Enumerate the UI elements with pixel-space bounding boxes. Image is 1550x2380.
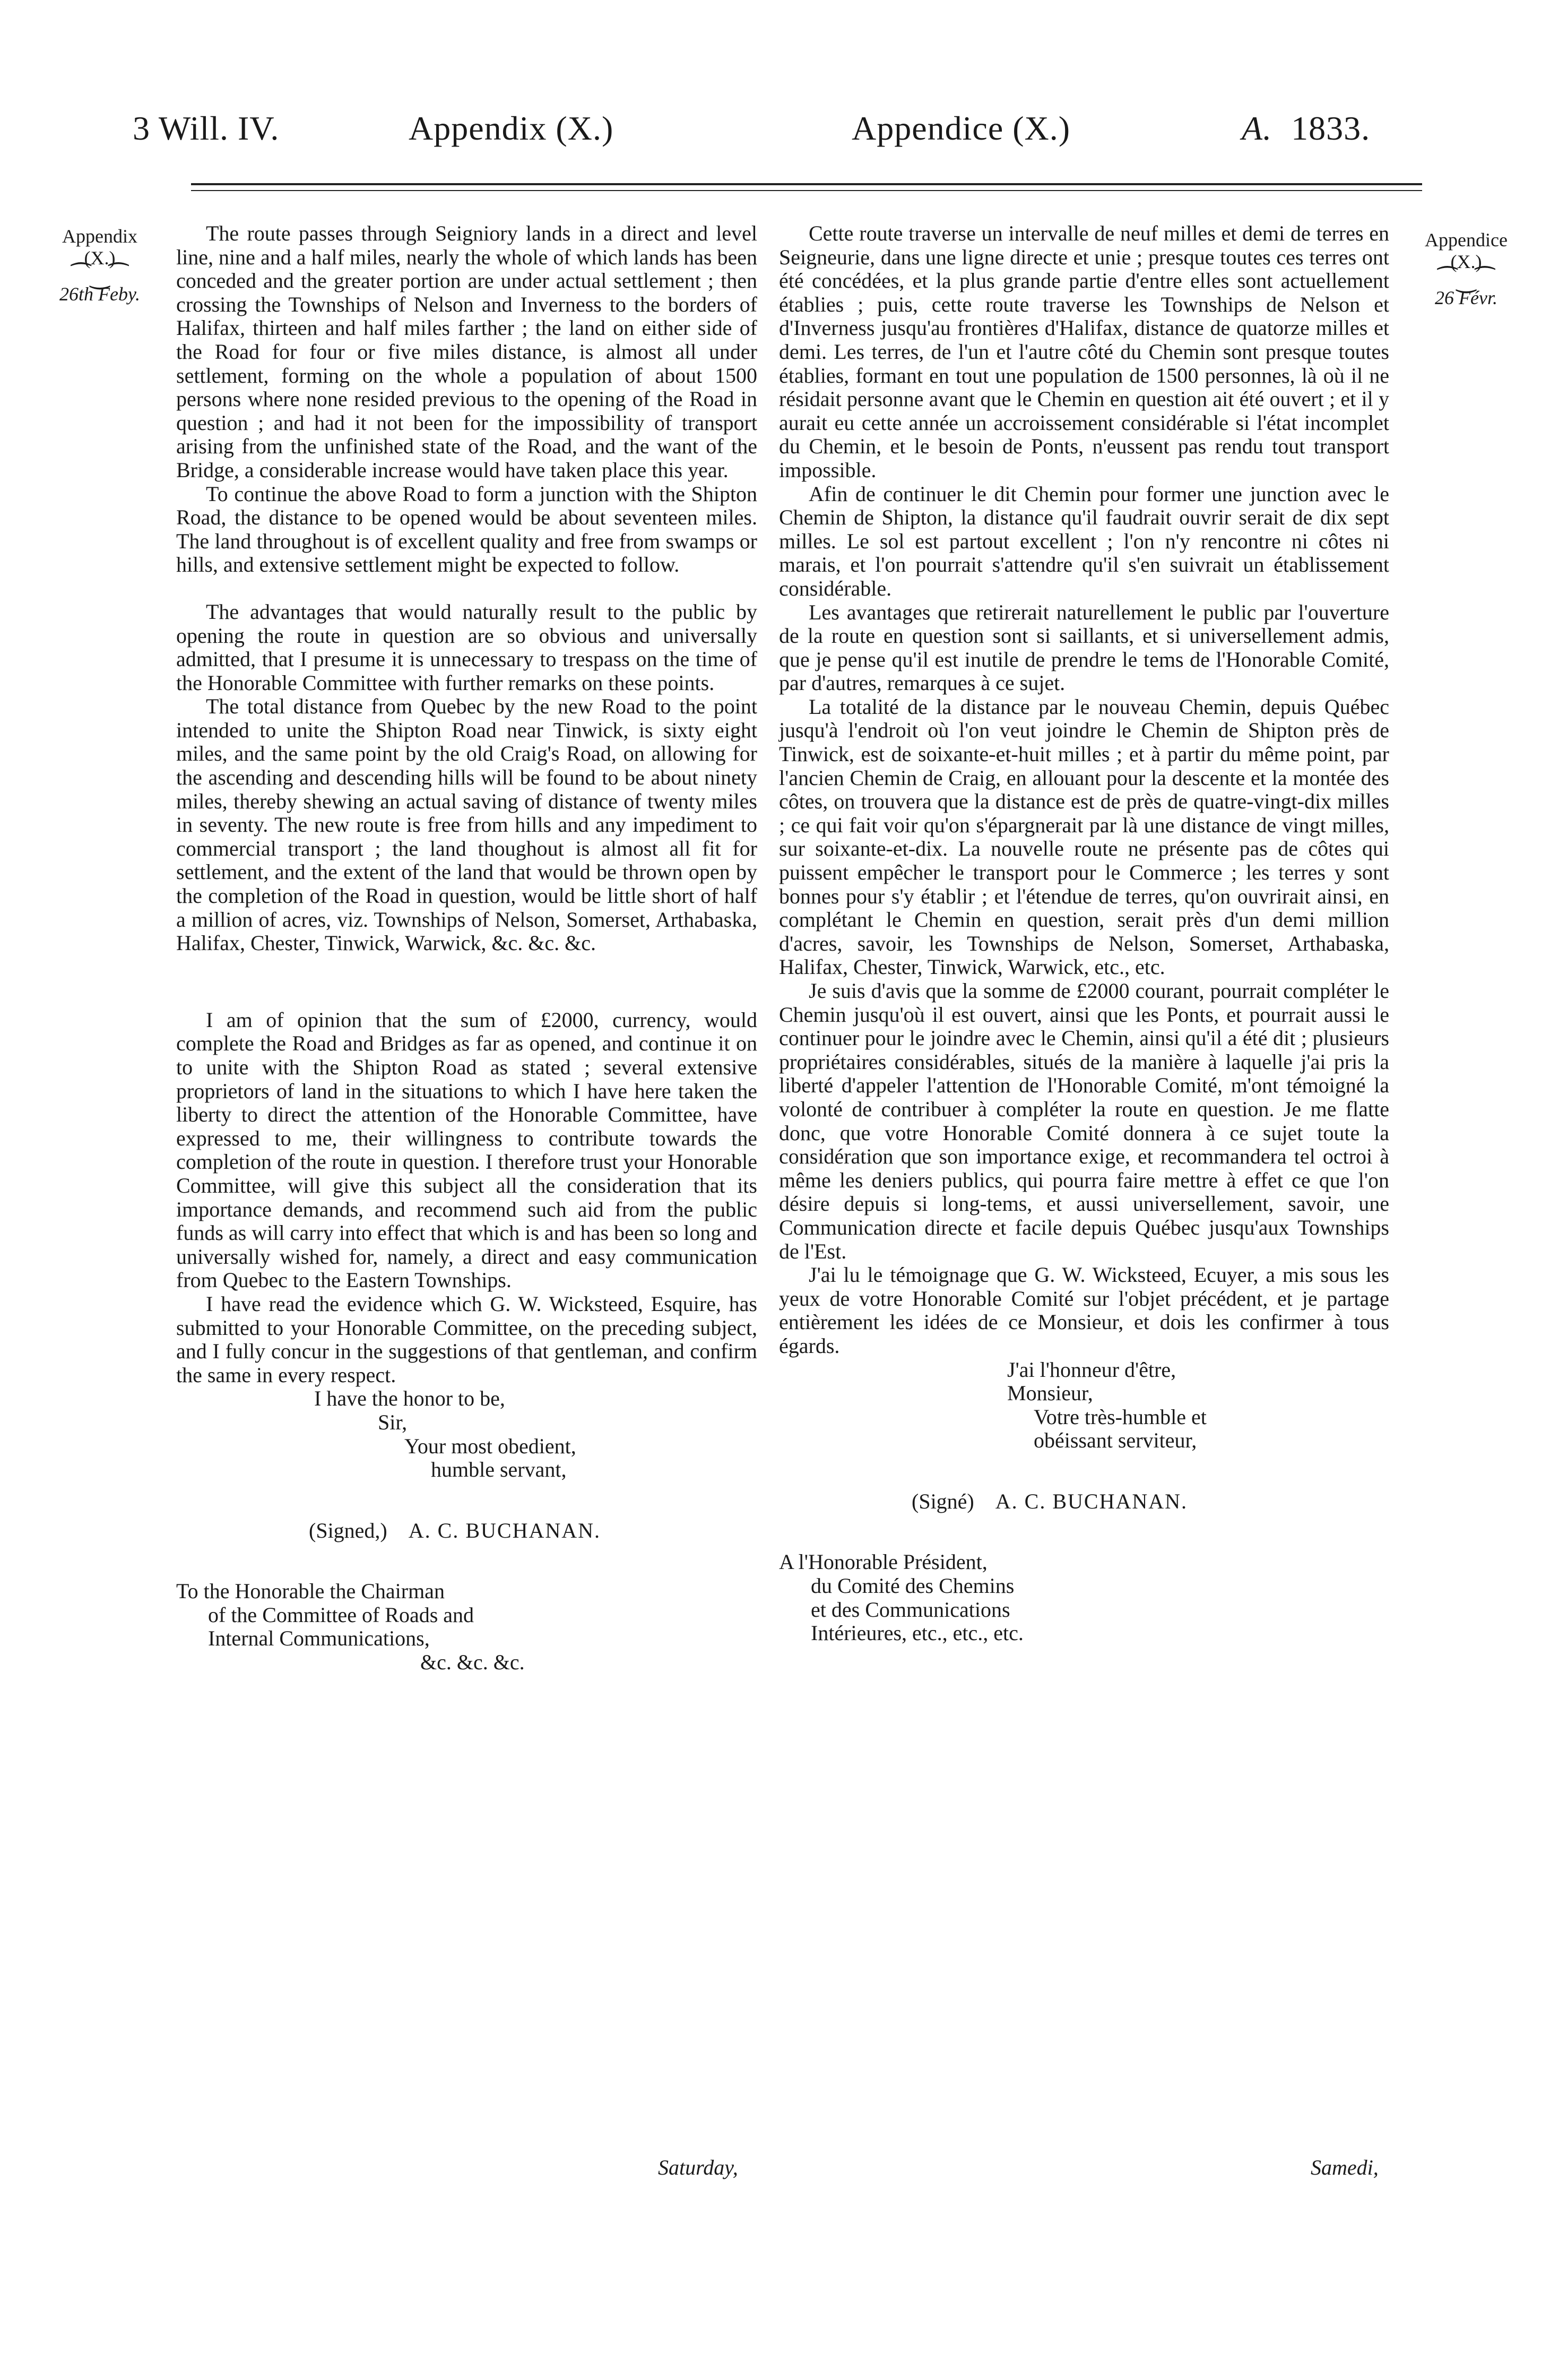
margin-right-mark: (X.) bbox=[1450, 251, 1482, 273]
english-column bbox=[176, 222, 757, 1675]
margin-left-label: Appendix bbox=[62, 226, 137, 247]
english-address-line: &c. &c. &c. bbox=[420, 1650, 525, 1675]
french-closing-servant: obéissant serviteur, bbox=[1034, 1428, 1197, 1453]
year-header bbox=[1242, 109, 1370, 167]
a-mark: A. bbox=[1242, 109, 1272, 147]
french-address-line: et des Communications bbox=[811, 1597, 1010, 1622]
english-signer-name: A. C. BUCHANAN. bbox=[408, 1518, 601, 1542]
english-address-block bbox=[176, 1580, 757, 1674]
french-paragraph-evidence: J'ai lu le témoignage que G. W. Wicksteed, Ecuyer, a mis sous les yeux de votre Honorable Comité sur l'objet précédent, et je partage entièrement les idées de ce Monsieur, et dois les confirmer à tous égards. bbox=[779, 1263, 1389, 1358]
english-paragraph-evidence: I have read the evidence which G. W. Wicksteed, Esquire, has submitted to your Honorable Committee, on the preceding subject, and I fully concur in the suggestions of that gentleman, and confirm the same in every respect. bbox=[176, 1291, 757, 1387]
french-salutation: Monsieur, bbox=[1007, 1381, 1093, 1405]
margin-left-mark: (X.) bbox=[84, 247, 116, 269]
french-address-line: Intérieures, etc., etc., etc. bbox=[811, 1621, 1024, 1645]
french-paragraph-route: Cette route traverse un intervalle de neuf milles et demi de terres en Seigneurie, dans une ligne directe et unie ; presque toutes ces terres ont été concédées, et la plus grande partie d'entre elles sont actuellement établies ; puis, cette route traverse les Townships de Nelson et d'Inverness jusqu'au frontières d'Halifax, distance de quatorze milles et demi. Les terres, de l'un et l'autre côté du Chemin sont presque toutes établies, formant en tout une population de 1500 personnes, là où il ne résidait personne avant que le Chemin en question ait été ouvert ; et il y aurait eu cette année un accroissement considérable si l'état incomplet du Chemin, et le besoin de Ponts, n'eussent pas rendu tout transport impossible. bbox=[779, 221, 1389, 482]
english-address-line: Internal Communications, bbox=[208, 1626, 430, 1651]
title-english: Appendix (X.) bbox=[409, 109, 614, 147]
french-signature-block bbox=[779, 1358, 1389, 1645]
french-closing-line: J'ai l'honneur d'être, bbox=[1007, 1357, 1176, 1382]
french-closing-humble: Votre très-humble et bbox=[1034, 1404, 1207, 1429]
english-paragraph-opinion: I am of opinion that the sum of £2000, currency, would complete the Road and Bridges as far as opened, and continue it on to unite with the Shipton Road as stated ; several extensive proprietors of land in the situations to which I have here taken the liberty to direct the attention of the Honorable Committee, have expressed to me, their willingness to contribute towards the completion of the route in question. I therefore trust your Honorable Committee, will give this subject all the consideration that its importance demands, and recommend such aid from the public funds as will carry into effect that which is and has been so long and universally wished for, namely, a direct and easy communication from Quebec to the Eastern Townships. bbox=[176, 1007, 757, 1292]
french-signed-label: (Signé) bbox=[912, 1489, 974, 1513]
english-signature-block bbox=[176, 1387, 757, 1674]
margin-left-date: 26th Feby. bbox=[59, 283, 140, 305]
english-signed bbox=[176, 1519, 757, 1543]
french-column bbox=[779, 222, 1389, 1645]
english-address-line: of the Committee of Roads and bbox=[208, 1602, 474, 1627]
margin-note-right bbox=[1395, 229, 1538, 309]
french-signer-name: A. C. BUCHANAN. bbox=[995, 1489, 1188, 1513]
french-address-line: du Comité des Chemins bbox=[811, 1574, 1015, 1598]
french-address-block bbox=[779, 1550, 1389, 1645]
year: 1833. bbox=[1291, 109, 1371, 147]
english-paragraph-route: The route passes through Seigniory lands in a direct and level line, nine and a half miles, nearly the whole of which lands has been conceded and the greater portion are under actual settlement ; then crossing the Townships of Nelson and Inverness to the borders of Halifax, thirteen and half miles farther ; the land on either side of the Road for four or five miles distance, is almost all under settlement, forming on the whole a population of about 1500 persons where none resided previous to the opening of the Road in question ; and had it not been for the impossibility of transport arising from the unfinished state of the Road, and the want of the Bridge, a considerable increase would have taken place this year. bbox=[176, 221, 757, 482]
french-paragraph-advantages: Les avantages que retirerait naturellement le public par l'ouverture de la route en question sont si saillants, et si universellement admis, que je pense qu'il est inutile de prendre le tems de l'Honorable Comité, par d'autres, remarques à ce sujet. bbox=[779, 600, 1389, 695]
french-signed bbox=[779, 1490, 1389, 1514]
brace-ornament-left: ⁀‿⁀ bbox=[71, 263, 128, 289]
english-address-line: To the Honorable the Chairman bbox=[176, 1579, 445, 1603]
header-rule-thin bbox=[191, 190, 1422, 191]
english-salutation: Sir, bbox=[378, 1410, 408, 1434]
english-closing-line: I have the honor to be, bbox=[314, 1386, 505, 1411]
english-closing-obedient: Your most obedient, bbox=[404, 1434, 576, 1458]
english-paragraph-continue: To continue the above Road to form a junction with the Shipton Road, the distance to be opened would be about seventeen miles. The land throughout is of excellent quality and free from swamps or hills, and extensive settlement might be expected to follow. bbox=[176, 481, 757, 577]
margin-right-label: Appendice bbox=[1425, 229, 1508, 251]
french-paragraph-distance: La totalité de la distance par le nouveau Chemin, depuis Québec jusqu'à l'endroit où l'on veut joindre le Chemin de Shipton près de Tinwick, est de soixante-et-huit milles ; et à partir du même point, par l'ancien Chemin de Craig, en allouant pour la descente et la montée des côtes, on trouvera que la distance est de près de quatre-vingt-dix milles ; ce qui fait voir qu'on s'épargnerait par là une distance de vingt milles, sur soixante-et-dix. La nouvelle route ne présente pas de côtes qui puissent empêcher le transport pour le Commerce ; les terres y sont bonnes pour s'y établir ; et l'étendue de terres, qu'on ouvrirait ainsi, en complétant le Chemin en question, serait près d'un demi million d'acres, savoir, les Townships de Nelson, Somerset, Arthabaska, Halifax, Chester, Tinwick, Warwick, etc., etc. bbox=[779, 694, 1389, 979]
title-french: Appendice (X.) bbox=[852, 109, 1071, 147]
brace-ornament-right: ⁀‿⁀ bbox=[1438, 266, 1495, 293]
french-paragraph-continue: Afin de continuer le dit Chemin pour former une junction avec le Chemin de Shipton, la distance qu'il faudrait ouvrir serait de dix sept milles. Le sol est partout excellent ; l'on n'y rencontre ni côtes ni marais, et l'on pourrait s'attendre qu'il s'en suivrait un établissement considérable. bbox=[779, 481, 1389, 600]
english-paragraph-distance: The total distance from Quebec by the new Road to the point intended to unite the Shipton Road near Tinwick, is sixty eight miles, and the same point by the old Craig's Road, on allowing for the ascending and descending hills will be found to be about ninety miles, thereby shewing an actual saving of distance of twenty miles in seventy. The new route is free from hills and any impediment to commercial transport ; the land thoughout is almost all fit for settlement, and the extent of the land that would be thrown open by the completion of the Road in question, would be little short of half a million of acres, viz. Townships of Nelson, Somerset, Arthabaska, Halifax, Chester, Tinwick, Warwick, &c. &c. &c. bbox=[176, 694, 757, 955]
english-catchword: Saturday, bbox=[658, 2155, 738, 2179]
session-header: 3 Will. IV. bbox=[133, 109, 280, 147]
margin-note-left bbox=[31, 226, 169, 306]
french-catchword: Samedi, bbox=[1311, 2155, 1379, 2179]
margin-right-date: 26 Févr. bbox=[1435, 287, 1497, 309]
english-closing-servant: humble servant, bbox=[431, 1458, 567, 1482]
english-paragraph-advantages: The advantages that would naturally result to the public by opening the route in question are so obvious and universally admitted, that I presume it is unnecessary to trespass on the time of the Honorable Committee with further remarks on these points. bbox=[176, 599, 757, 695]
english-signed-label: (Signed,) bbox=[309, 1518, 387, 1542]
french-paragraph-opinion: Je suis d'avis que la somme de £2000 courant, pourrait compléter le Chemin jusqu'où il est ouvert, ainsi que les Ponts, et pourrait aussi le continuer pour le joindre avec le Chemin, ainsi qu'il a été dit ; plusieurs propriétaires considérables, situés de la manière à laquelle j'ai pris la liberté d'appeler l'attention de l'Honorable Comité, m'ont témoigné la volonté de contribuer à compléter la route en question. Je me flatte donc, que votre Honorable Comité donnera à ce sujet toute la considération que son importance exige, et recommandera tel octroi à même les deniers publics, qui pourra faire mettre à effet ce que l'on désire depuis si long-tems, et aussi universellement, savoir, une Communication directe et facile depuis Québec jusqu'aux Townships de l'Est. bbox=[779, 979, 1389, 1263]
french-address-line: A l'Honorable Président, bbox=[779, 1550, 988, 1574]
header-rule-thick bbox=[191, 183, 1422, 185]
